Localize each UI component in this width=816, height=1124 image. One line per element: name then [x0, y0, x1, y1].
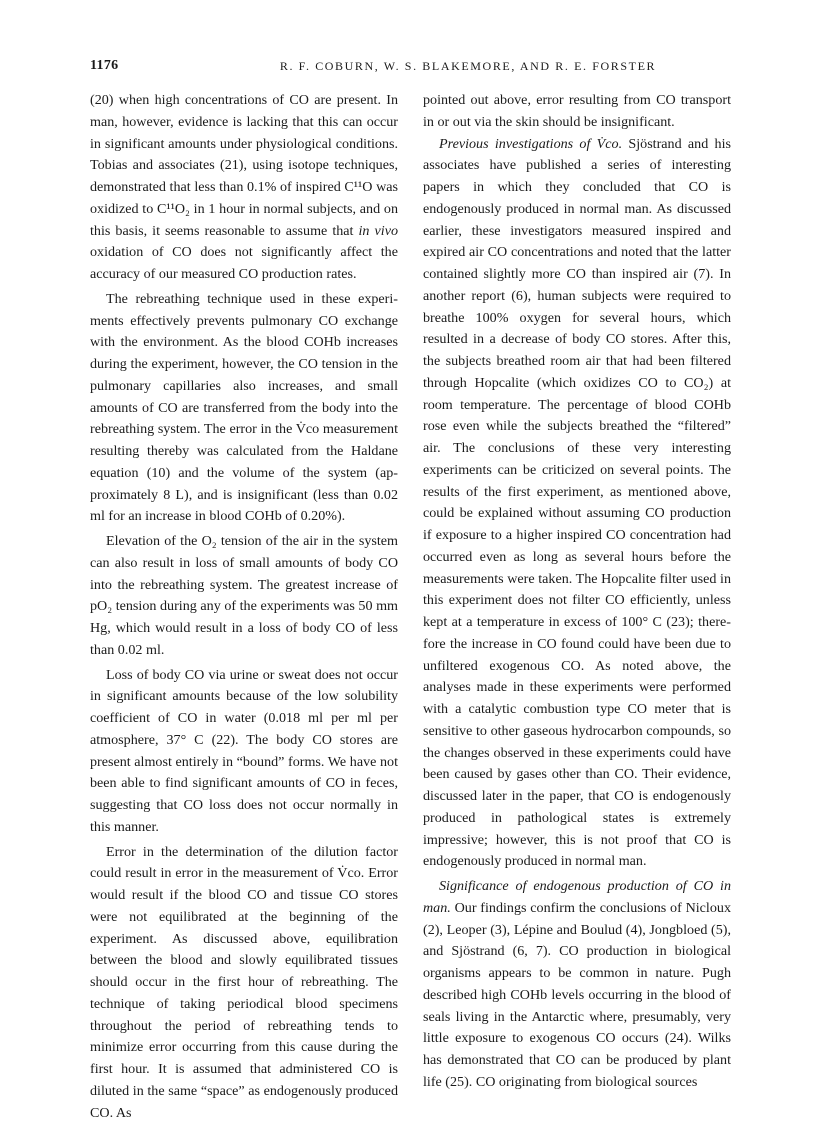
text: Sjöstrand and his associates have published a series of interesting papers in which they concluded that CO is endogenously produced in normal man. As discussed earlier, these investigators measured inspired and expired air CO concentrations and noted that the latter contained slightly more CO than inspired air (7). In another report (6), human subjects were required to breathe 100% oxygen for several hours, which resulted in a decrease of body CO stores. After this, the subjects breathed room air that had been filtered through Hopcalite (which oxidizes CO to CO₂) at room temperature. The percentage of blood COHb rose even while the subjects breathed the “filtered” air. The conclusions of these very interesting experiments can be criticized on several points. The results of the first experiment, as mentioned above, could be explained without assuming CO production if exposure to a higher inspired CO concentration had occurred even as long as several hours before the measurements were taken. The Hopcalite filter used in this experiment does not filter CO efficiently, unless kept at a temperature in excess of 100° C (23); therefore the increase in CO found could have been due to unfiltered exogenous CO. As noted above, the analyses made in these experiments were performed with a catalytic combustion type CO meter that is sensitive to other gaseous hydrocarbon compounds, so the changes observed in these experiments could have been caused by gases other than CO. Their evidence, discussed later in the paper, that CO is endogenously produced in pathological states is extremely impressive; however, this is not proof that CO is endogenously produced in normal man. [423, 136, 731, 870]
left-column [90, 90, 398, 1124]
paragraph [423, 134, 731, 874]
italic-term: in vivo [359, 223, 398, 239]
paragraph: Elevation of the O₂ tension of the air in the system can also result in loss of small amounts of body CO into the rebreathing system. The greatest increase of pO₂ tension during any of the experiments was 50 mm Hg, which would result in a loss of body CO of less than 0.02 ml. [90, 531, 398, 662]
section-heading: Previous investigations of V̇co. [439, 136, 622, 152]
page-number: 1176 [90, 58, 118, 74]
text: (20) when high concentrations of CO are present. In man, however, evidence is lacking that this can occur in significant amounts under physiological conditions. Tobias and associates (21), using isotope techniques, demonstrated that less than 0.1% of inspired C¹¹O was oxidized to C¹¹O₂ in 1 hour in normal subjects, and on this basis, it seems reasonable to assume that [90, 92, 398, 239]
text: oxidation of CO does not significantly affect the accuracy of our measured CO production rates. [90, 244, 398, 282]
section-heading: Significance of endogenous production of CO in man. [423, 878, 731, 916]
paragraph: The rebreathing technique used in these experiments effectively prevents pulmonary CO exchange with the environment. As the blood COHb increases during the experiment, however, the CO tension in the pulmonary capillaries also increases, and small amounts of CO are transferred from the body into the rebreathing system. The error in the V̇co measurement resulting thereby was calculated from the Haldane equation (10) and the volume of the system (approximately 8 L), and is insignificant (less than 0.02 ml for an increase in blood COHb of 0.20%). [90, 289, 398, 528]
running-head: R. F. COBURN, W. S. BLAKEMORE, AND R. E. FORSTER [240, 59, 696, 74]
paragraph: Error in the determination of the dilution factor could result in error in the measurement of V̇co. Error would result if the blood CO and tissue CO stores were not equilibrated at the beginning of the experiment. As discussed above, equilibration between the blood and slowly equilibrated tissues should occur in the first hour of rebreathing. The technique of taking periodical blood specimens throughout the period of rebreathing tends to minimize error occurring from this cause during the first hour. It is assumed that administered CO is diluted in the same “space” as endogenously produced CO. As [90, 842, 398, 1124]
paragraph [423, 876, 731, 1094]
text: Our findings confirm the conclusions of Nicloux (2), Leoper (3), Lépine and Boulud (4), Jongbloed (5), and Sjöstrand (6, 7). CO production in biological organisms appears to be common in nature. Pugh described high COHb levels occurring in the blood of seals living in the Antarctic where, presumably, very little exposure to exogenous CO occurs (24). Wilks has demonstrated that CO can be produced by plant life (25). CO originating from biological sources [423, 900, 731, 1090]
paragraph [90, 90, 398, 286]
paragraph: Loss of body CO via urine or sweat does not occur in significant amounts because of the low solubility coefficient of CO in water (0.018 ml per ml per atmosphere, 37° C (22). The body CO stores are present almost entirely in “bound” forms. We have not been able to find significant amounts of CO in feces, suggesting that CO loss does not occur normally in this manner. [90, 665, 398, 839]
paragraph: pointed out above, error resulting from CO transport in or out via the skin should be insignificant. [423, 90, 731, 134]
right-column [423, 90, 731, 1094]
